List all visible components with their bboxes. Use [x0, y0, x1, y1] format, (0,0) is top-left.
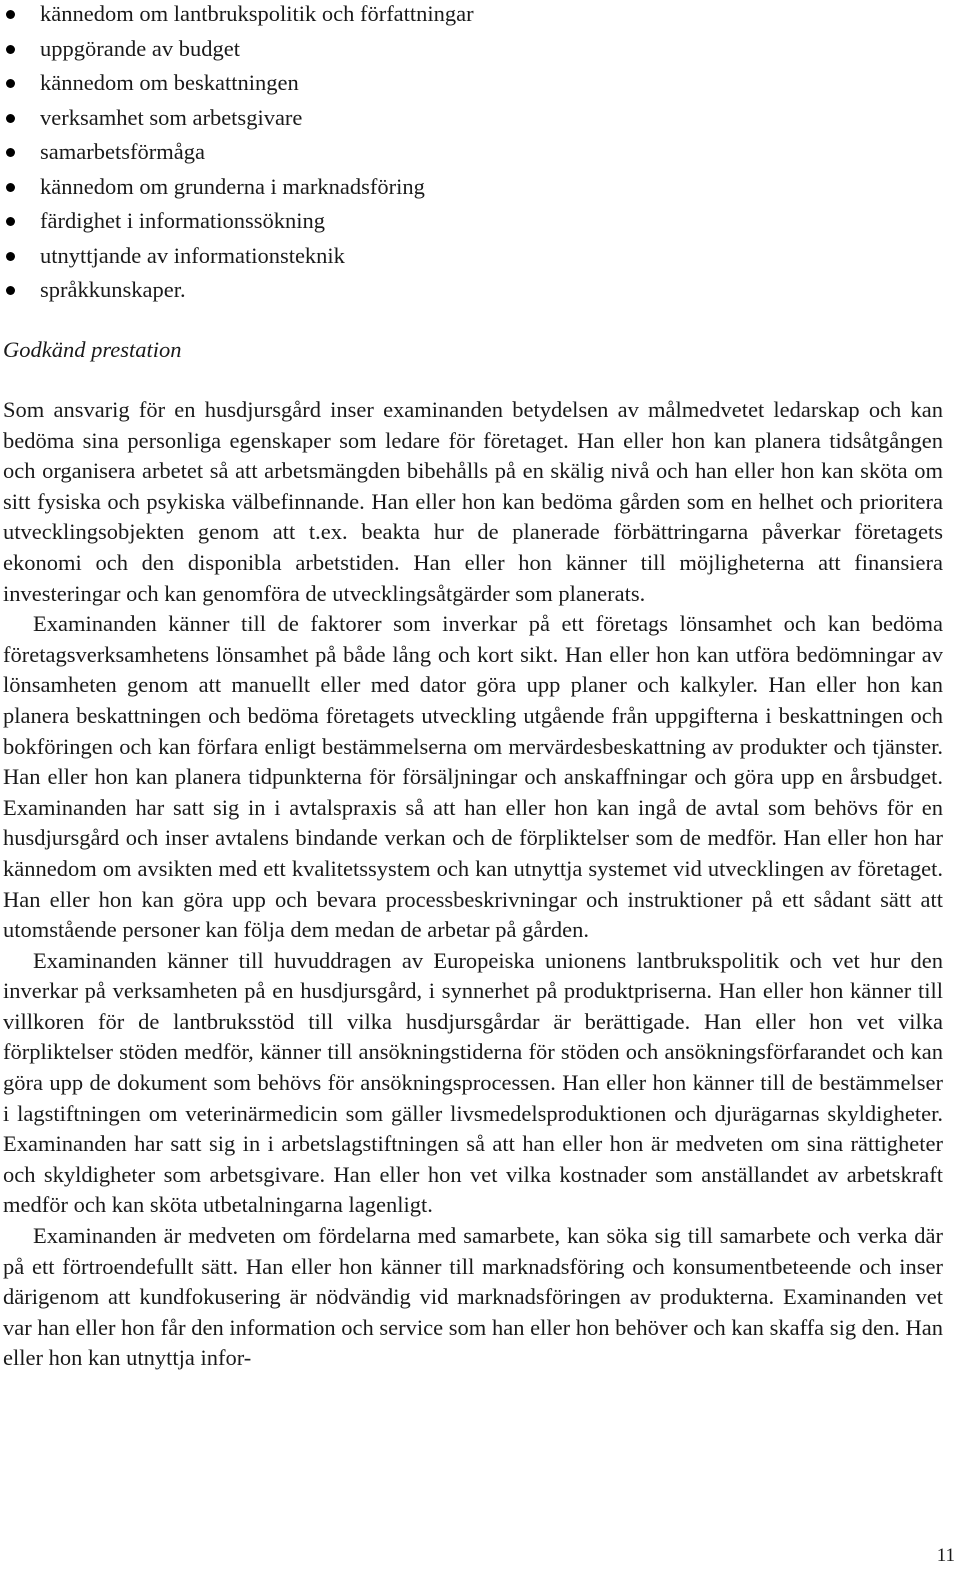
bullet-icon — [6, 10, 15, 19]
bullet-icon — [6, 79, 15, 88]
bullet-icon — [6, 286, 15, 295]
list-item — [0, 276, 940, 311]
list-item — [0, 104, 940, 139]
list-item-text: verksamhet som arbetsgivare — [40, 104, 303, 130]
bullet-icon — [6, 45, 15, 54]
list-item — [0, 242, 940, 277]
list-item — [0, 138, 940, 173]
bullet-icon — [6, 183, 15, 192]
skills-bullet-list — [0, 0, 940, 311]
bullet-icon — [6, 114, 15, 123]
list-item-text: kännedom om beskattningen — [40, 70, 299, 95]
page-number: 11 — [936, 1545, 955, 1566]
list-item — [0, 69, 940, 104]
list-item-text: utnyttjande av informationsteknik — [40, 242, 345, 268]
bullet-icon — [6, 252, 15, 261]
list-item — [0, 35, 940, 70]
body-text — [3, 395, 943, 1374]
bullet-icon — [6, 148, 15, 157]
list-item-text: samarbetsförmåga — [40, 139, 205, 164]
paragraph: Som ansvarig för en husdjursgård inser examinanden betydelsen av målmedvetet ledarskap och kan bedöma sina personliga egenskaper som ledare för företaget. Han eller hon kan planera tidsåtgången och organisera arbetet så att arbetsmängden bibehålls på en skälig nivå och han eller hon kan sköta om sitt fysiska och psykiska välbefinnande. Han eller hon kan bedöma gården som en helhet och prioritera utvecklingsobjekten genom att t.ex. beakta hur de planerade förbättringarna påverkar företagets ekonomi och den disponibla arbetstiden. Han eller hon känner till möjligheterna att finansiera investeringar och kan genomföra de utvecklingsåtgärder som planerats. — [3, 397, 943, 606]
list-item-text: språkkunskaper. — [40, 277, 186, 302]
paragraph: Examinanden känner till de faktorer som inverkar på ett företags lönsamhet och kan bedöma företagsverksamhetens lönsamhet på både lång och kort sikt. Han eller hon kan utföra bedömningar av lönsamheten genom att manuellt eller med dator göra upp planer och kalkyler. Han eller hon kan planera beskattningen och bedöma företagets utveckling utgående från uppgifterna i beskattningen och bokföringen och kan förfara enligt bestämmelserna om mervärdesbeskattning av produkter och tjänster. Han eller hon kan planera tidpunkterna för försäljningar och anskaffningar och göra upp en årsbudget. Examinanden har satt sig in i avtalspraxis så att han eller hon kan ingå de avtal som behövs för en husdjursgård och inser avtalens bindande verkan och de förpliktelser som de medför. Han eller hon har kännedom om avsikten med ett kvalitetssystem och kan utnyttja systemet vid utvecklingen av företaget. Han eller hon kan göra upp och bevara processbeskrivningar och instruktioner på ett sådant sätt att utomstående personer kan följa dem medan de arbetar på gården. — [3, 611, 943, 943]
list-item-text: uppgörande av budget — [40, 35, 240, 61]
list-item — [0, 0, 940, 35]
list-item — [0, 173, 940, 208]
paragraph: Examinanden känner till huvuddragen av Europeiska unionens lantbrukspolitik och vet hur den inverkar på verksamheten på en husdjursgård, i synnerhet på produktpriserna. Han eller hon känner till villkoren för de lantbruksstöd till vilka husdjursgårdar är berättigade. Han eller hon vet vilka förpliktelser stöden medför, känner till ansökningstiderna för stöden och ansökningsförfarandet och kan göra upp de dokument som behövs för ansökningsprocessen. Han eller hon känner till de bestämmelser i lagstiftningen om veterinärmedicin som gäller livsmedelsproduktionen och djurägarnas skyldigheter. Examinanden har satt sig in i arbetslagstiftningen så att han eller hon är medveten om sina rättigheter och skyldigheter som arbetsgivare. Han eller hon vet vilka kostnader som anställandet av arbetskraft medför och kan sköta utbetalningarna lagenligt. — [3, 947, 943, 1218]
list-item-text: kännedom om grunderna i marknadsföring — [40, 173, 425, 199]
list-item-text: färdighet i informationssökning — [40, 208, 325, 233]
paragraph: Examinanden är medveten om fördelarna med samarbete, kan söka sig till samarbete och verka där på ett förtroendefullt sätt. Han eller hon känner till marknadsföring och konsumentbeteende och inser därigenom att kundfokusering är nödvändig vid marknadsföringen av produkterna. Examinanden vet var han eller hon får den information och service som han eller hon behöver och kan skaffa sig den. Han eller hon kan utnyttja infor- — [3, 1223, 943, 1371]
bullet-icon — [6, 217, 15, 226]
list-item-text: kännedom om lantbrukspolitik och författningar — [40, 1, 474, 26]
list-item — [0, 207, 940, 242]
section-subheading: Godkänd prestation — [3, 337, 182, 362]
